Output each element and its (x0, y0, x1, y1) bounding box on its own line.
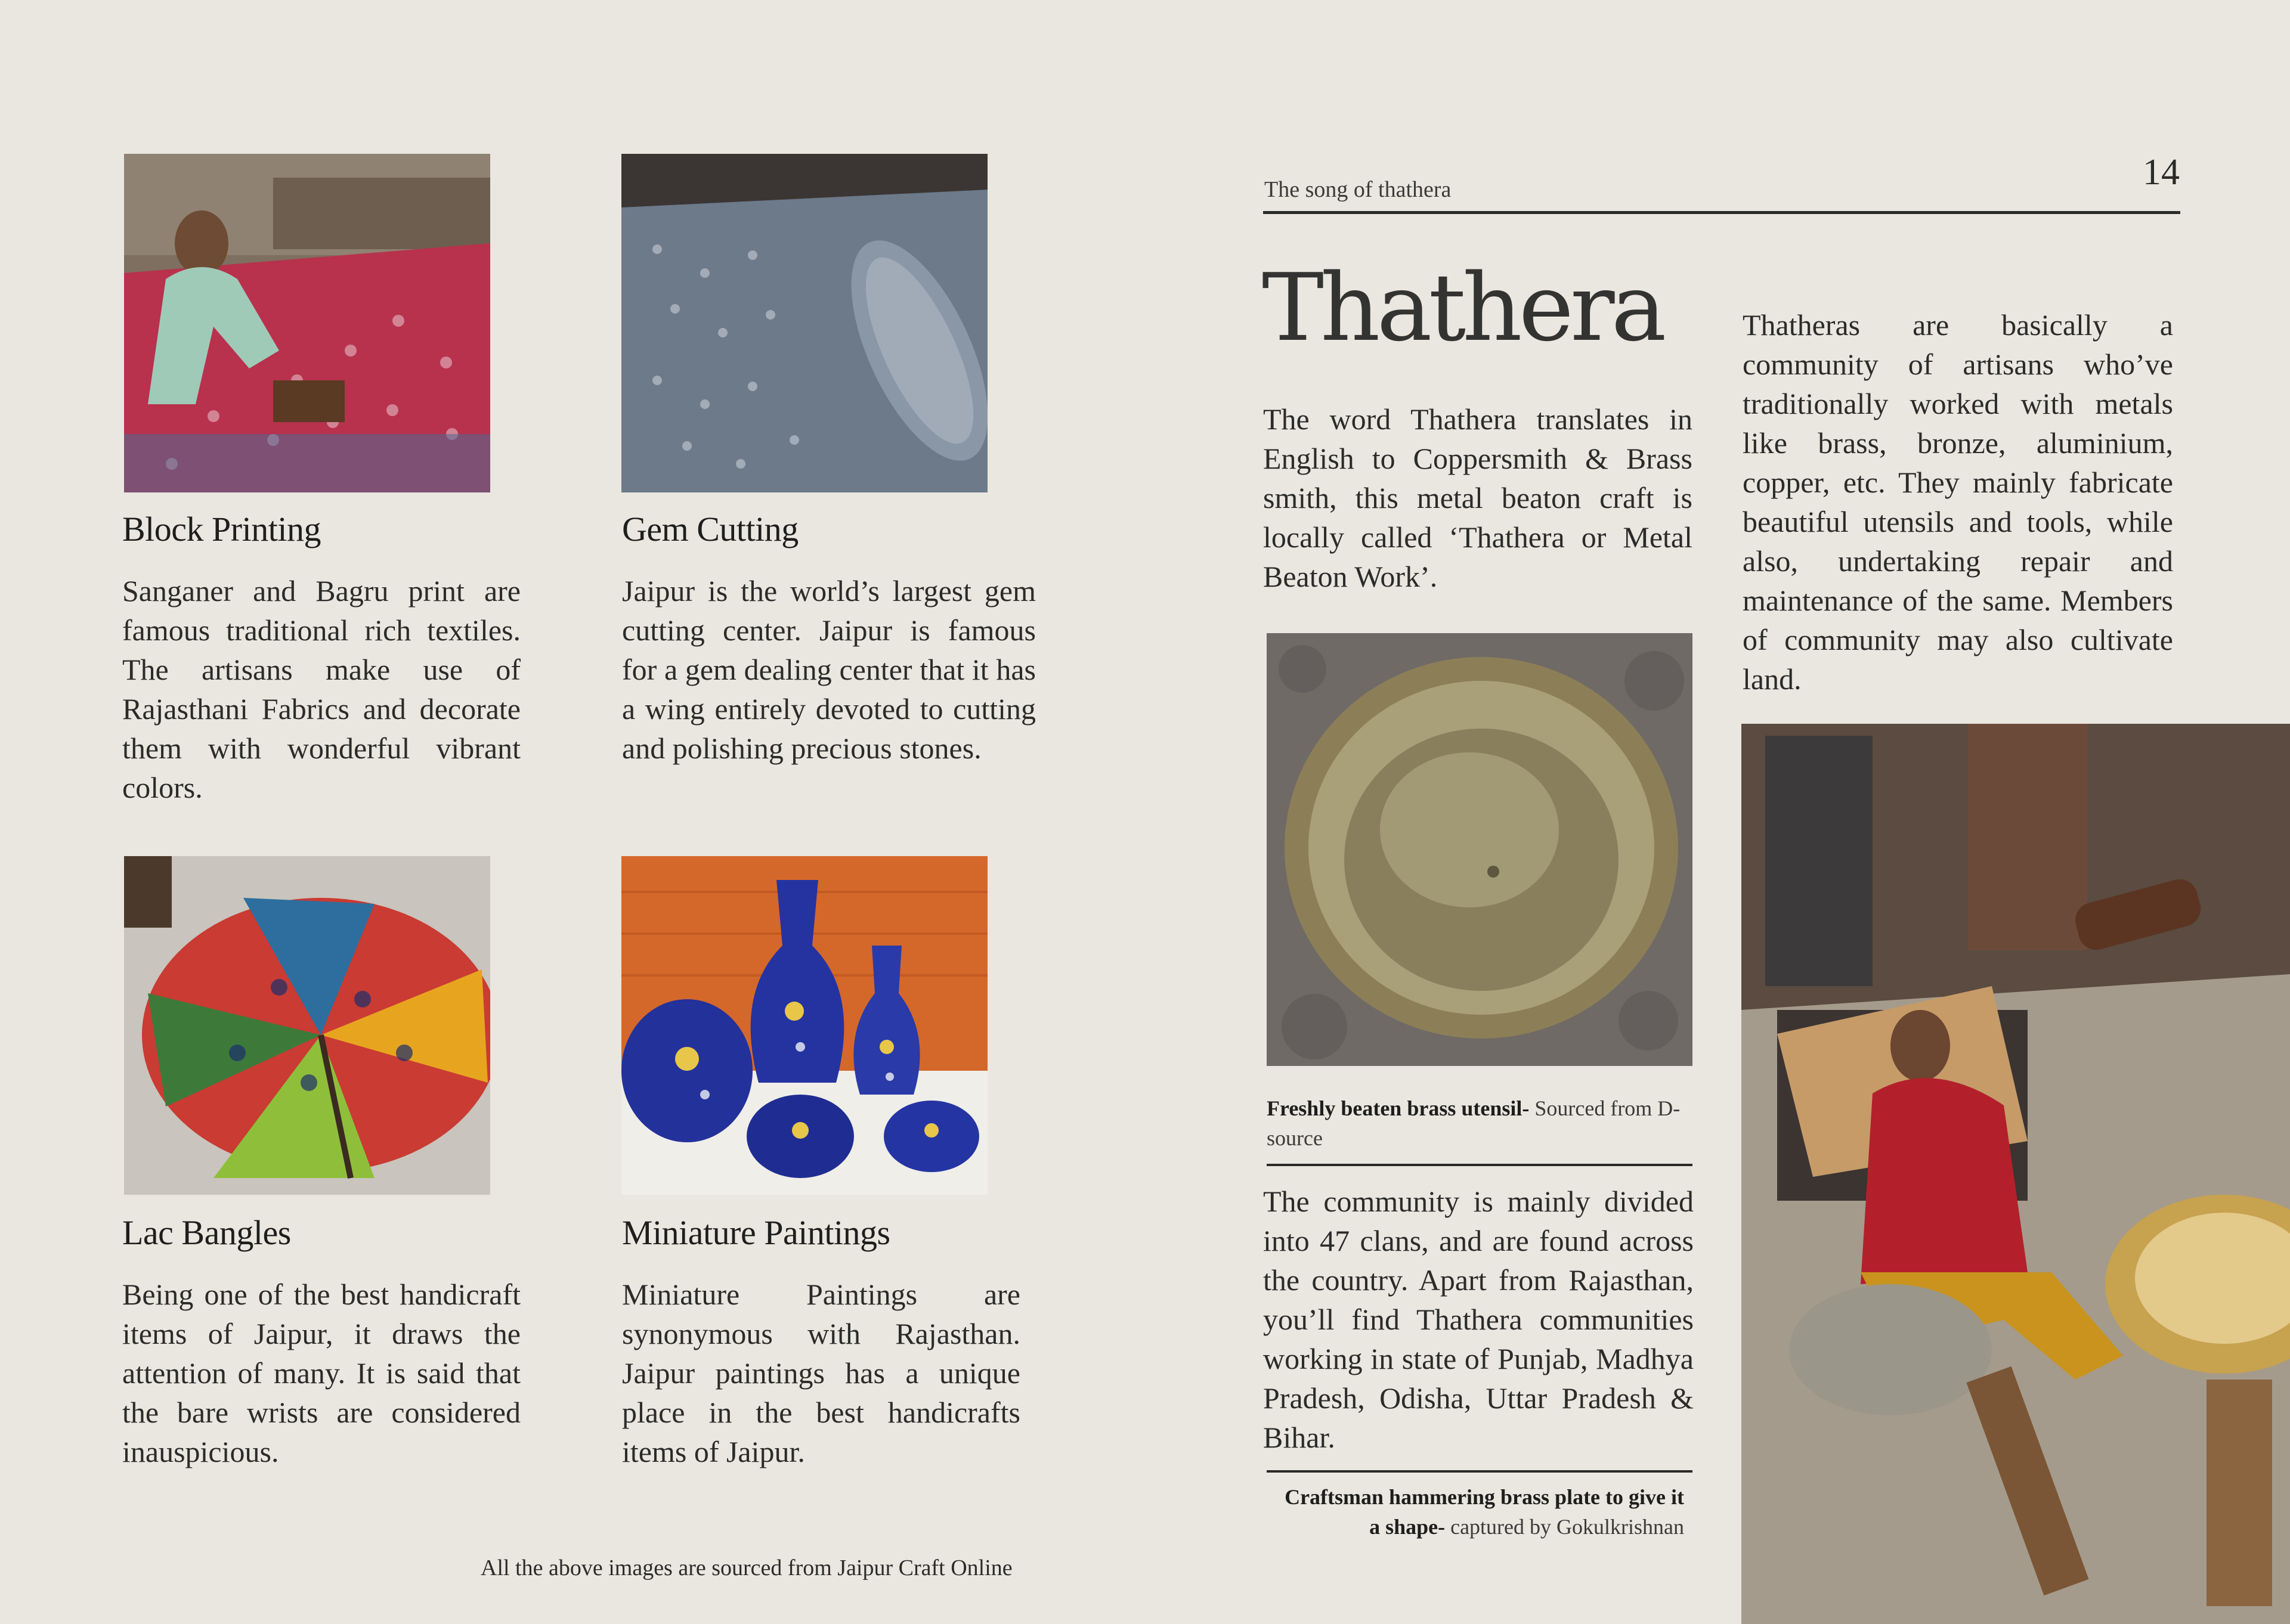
page-title: Thathera (1262, 253, 1663, 362)
craft-title-lac-bangles: Lac Bangles (122, 1213, 291, 1252)
craftsman-hammering-photo (1741, 724, 2290, 1624)
page-number: 14 (2143, 152, 2180, 193)
intro-paragraph: The word Thathera translates in English to Coppersmith & Brass smith, this metal beaton craft is locally called ‘Thathera or Metal Beaton Work’. (1263, 402, 1692, 593)
clans-paragraph: The community is mainly divided into 47 clans, and are found across the country. Apart from Rajasthan, you’ll find Thathera communities working in state of Punjab, Madhya Pradesh, Odisha, Uttar Pradesh & Bihar. (1263, 1185, 1694, 1454)
craft-text-gem-cutting: Jaipur is the world’s largest gem cutting center. Jaipur is famous for a gem dealing center that it has a wing entirely devoted to cutting and polishing precious stones. (622, 574, 1036, 765)
craft-title-gem-cutting: Gem Cutting (622, 510, 799, 548)
blue-pottery-photo (621, 856, 988, 1195)
header-rule (1263, 211, 2180, 214)
craft-text-lac-bangles: Being one of the best handicraft items of Jaipur, it draws the attention of many. It is said that the bare wrists are considered inauspicious. (122, 1278, 521, 1468)
brass-utensil-photo (1267, 633, 1692, 1066)
craft-text-block-printing: Sanganer and Bagru print are famous traditional rich textiles. The artisans make use of Rajasthani Fabrics and decorate them with wonderful vibrant colors. (122, 574, 521, 804)
caption1-bold: Freshly beaten brass utensil- (1267, 1096, 1530, 1120)
caption2-credit: captured by Gokulkrishnan (1445, 1515, 1684, 1539)
caption2-bold-line1: Craftsman hammering brass plate to give it (1285, 1485, 1684, 1509)
craft-text-miniature-paintings: Miniature Paintings are synonymous with Rajasthan. Jaipur paintings has a unique place in the best handicrafts items of Jaipur. (622, 1278, 1020, 1468)
caption1-source: Sourced from D-source (1267, 1096, 1681, 1150)
craft-title-block-printing: Block Printing (122, 510, 321, 548)
community-description: Thatheras are basically a community of artisans who’ve traditionally worked with metals like brass, bronze, aluminium, copper, etc. They mainly fabricate beautiful utensils and tools, while also, undertaking repair and maintenance of the same. Members of community may also cultivate land. (1743, 308, 2173, 696)
image-source-footnote: All the above images are sourced from Jaipur Craft Online (481, 1555, 1013, 1580)
caption-rule-2 (1267, 1470, 1692, 1473)
brass-utensil-caption (1267, 1093, 1696, 1153)
block-printed-quilt-photo (621, 154, 988, 492)
running-head: The song of thathera (1264, 177, 1452, 202)
caption2-bold-line2: a shape- (1369, 1515, 1446, 1539)
caption-rule-1 (1267, 1164, 1692, 1166)
craft-title-miniature-paintings: Miniature Paintings (622, 1213, 890, 1252)
embroidered-umbrella-photo (124, 856, 490, 1195)
artisan-block-printing-photo (124, 154, 490, 492)
craftsman-caption (1267, 1482, 1684, 1542)
